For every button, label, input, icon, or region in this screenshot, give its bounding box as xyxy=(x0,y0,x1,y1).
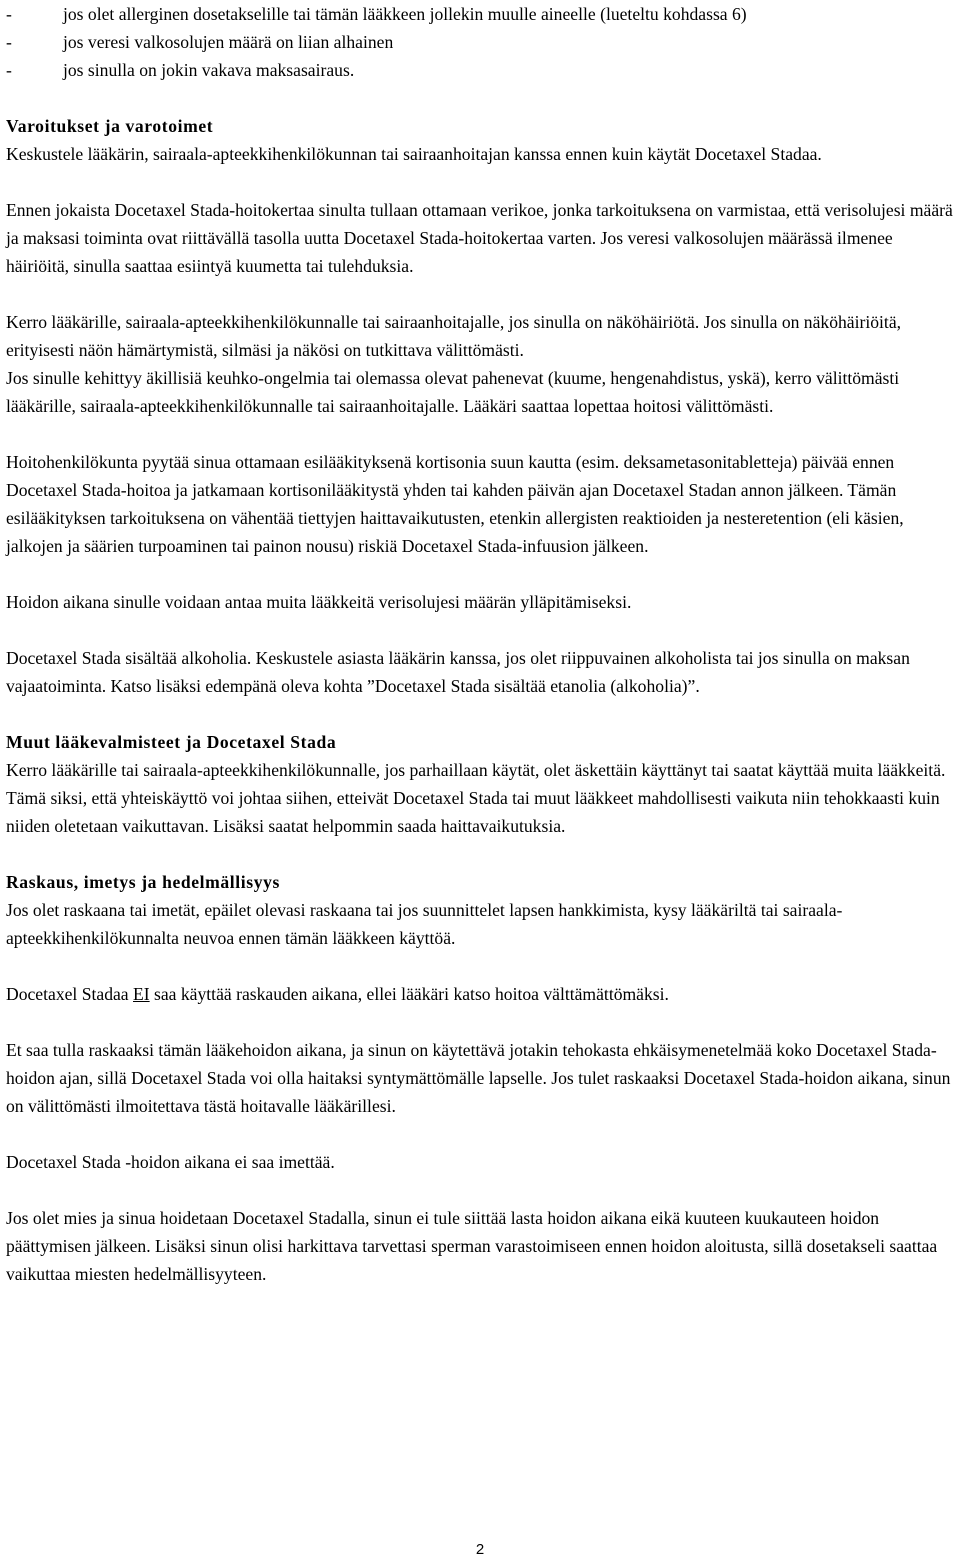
list-item-text: jos veresi valkosolujen määrä on liian alhainen xyxy=(63,32,394,52)
emphasis-text: EI xyxy=(133,984,150,1004)
warnings-section xyxy=(6,112,954,700)
warnings-intro: Keskustele lääkärin, sairaala-apteekkihenkilökunnan tai sairaanhoitajan kanssa ennen kuin käytät Docetaxel Stadaa. xyxy=(6,144,822,164)
list-dash: - xyxy=(6,32,12,52)
pregnancy-paragraph: Et saa tulla raskaaksi tämän lääkehoidon aikana, ja sinun on käytettävä jotakin tehokasta ehkäisymenetelmää koko Docetaxel Stada-hoidon ajan, sillä Docetaxel Stada voi olla haitaksi syntymättömälle lapselle. Jos tulet raskaaksi Docetaxel Stada-hoidon aikana, sinun on välittömästi ilmoitettava tästä hoitavalle lääkärillesi. xyxy=(6,1040,951,1116)
pregnancy-paragraph xyxy=(6,980,954,1008)
warnings-paragraph: Hoitohenkilökunta pyytää sinua ottamaan esilääkityksenä kortisonia suun kautta (esim. deksametasonitabletteja) päivää ennen Docetaxel Stada-hoitoa ja jatkamaan kortisonilääkitystä yhden tai kahden päivän ajan Docetaxel Stadan annon jälkeen. Tämän esilääkityksen tarkoituksena on vähentää tiettyjen haittavaikutusten, etenkin allergisten reaktioiden ja nesteretention (eli käsien, jalkojen ja säärien turpoaminen tai painon nousu) riskiä Docetaxel Stada-infuusion jälkeen. xyxy=(6,452,904,556)
warnings-paragraph: Ennen jokaista Docetaxel Stada-hoitokertaa sinulta tullaan ottamaan verikoe, jonka tarkoituksena on varmistaa, että verisolujesi määrä ja maksasi toiminta ovat riittävällä tasolla uutta Docetaxel Stada-hoitokertaa varten. Jos veresi valkosolujen määrässä ilmenee häiriöitä, sinulla saattaa esiintyä kuumetta tai tulehduksia. xyxy=(6,200,953,276)
text-run: saa käyttää raskauden aikana, ellei lääkäri katso hoitoa välttämättömäksi. xyxy=(149,984,669,1004)
other-medicines-section xyxy=(6,728,954,840)
list-item xyxy=(6,28,954,56)
pregnancy-paragraph: Jos olet raskaana tai imetät, epäilet olevasi raskaana tai jos suunnittelet lapsen hankkimista, kysy lääkäriltä tai sairaala-apteekkihenkilökunnalta neuvoa ennen tämän lääkkeen käyttöä. xyxy=(6,900,843,948)
warnings-paragraph: Kerro lääkärille, sairaala-apteekkihenkilökunnalle tai sairaanhoitajalle, jos sinulla on näköhäiriötä. Jos sinulla on näköhäiriöitä, erityisesti näön hämärtymistä, silmäsi ja näkösi on tutkittava välittömästi. xyxy=(6,312,902,360)
document-page xyxy=(6,0,954,1288)
list-item-text: jos sinulla on jokin vakava maksasairaus. xyxy=(63,60,355,80)
pregnancy-paragraph: Docetaxel Stada -hoidon aikana ei saa imettää. xyxy=(6,1152,335,1172)
pregnancy-paragraph: Jos olet mies ja sinua hoidetaan Docetaxel Stadalla, sinun ei tule siittää lasta hoidon aikana eikä kuuteen kuukauteen hoidon päättymisen jälkeen. Lisäksi sinun olisi harkittava tarvettasi sperman varastoimiseen ennen hoidon aloitusta, sillä dosetakseli saattaa vaikuttaa miesten hedelmällisyyteen. xyxy=(6,1208,938,1284)
list-dash: - xyxy=(6,60,12,80)
warnings-paragraph: Jos sinulle kehittyy äkillisiä keuhko-ongelmia tai olemassa olevat pahenevat (kuume, hengenahdistus, yskä), kerro välittömästi lääkärille, sairaala-apteekkihenkilökunnalle tai sairaanhoitajalle. Lääkäri saattaa lopettaa hoitosi välittömästi. xyxy=(6,368,900,416)
text-run: Docetaxel Stadaa xyxy=(6,984,134,1004)
list-item-text: jos olet allerginen dosetakselille tai tämän lääkkeen jollekin muulle aineelle (lueteltu kohdassa 6) xyxy=(63,4,747,24)
other-medicines-heading: Muut lääkevalmisteet ja Docetaxel Stada xyxy=(6,732,337,752)
warnings-heading: Varoitukset ja varotoimet xyxy=(6,116,214,136)
pregnancy-heading: Raskaus, imetys ja hedelmällisyys xyxy=(6,872,280,892)
list-item xyxy=(6,0,954,28)
other-medicines-paragraph: Kerro lääkärille tai sairaala-apteekkihenkilökunnalle, jos parhaillaan käytät, olet äskettäin käyttänyt tai saatat käyttää muita lääkkeitä. Tämä siksi, että yhteiskäyttö voi johtaa siihen, etteivät Docetaxel Stada tai muut lääkkeet mahdollisesti vaikuta niin tehokkaasti kuin niiden oletetaan vaikuttavan. Lisäksi saatat helpommin saada haittavaikutuksia. xyxy=(6,760,946,836)
list-dash: - xyxy=(6,4,12,24)
list-item xyxy=(6,56,954,84)
warnings-paragraph: Docetaxel Stada sisältää alkoholia. Keskustele asiasta lääkärin kanssa, jos olet riippuvainen alkoholista tai jos sinulla on maksan vajaatoiminta. Katso lisäksi edempänä oleva kohta ”Docetaxel Stada sisältää etanolia (alkoholia)”. xyxy=(6,648,910,696)
pregnancy-section xyxy=(6,868,954,1288)
page-number: 2 xyxy=(475,1541,485,1558)
contraindication-list xyxy=(6,0,954,84)
warnings-paragraph: Hoidon aikana sinulle voidaan antaa muita lääkkeitä verisolujesi määrän ylläpitämiseksi. xyxy=(6,592,632,612)
